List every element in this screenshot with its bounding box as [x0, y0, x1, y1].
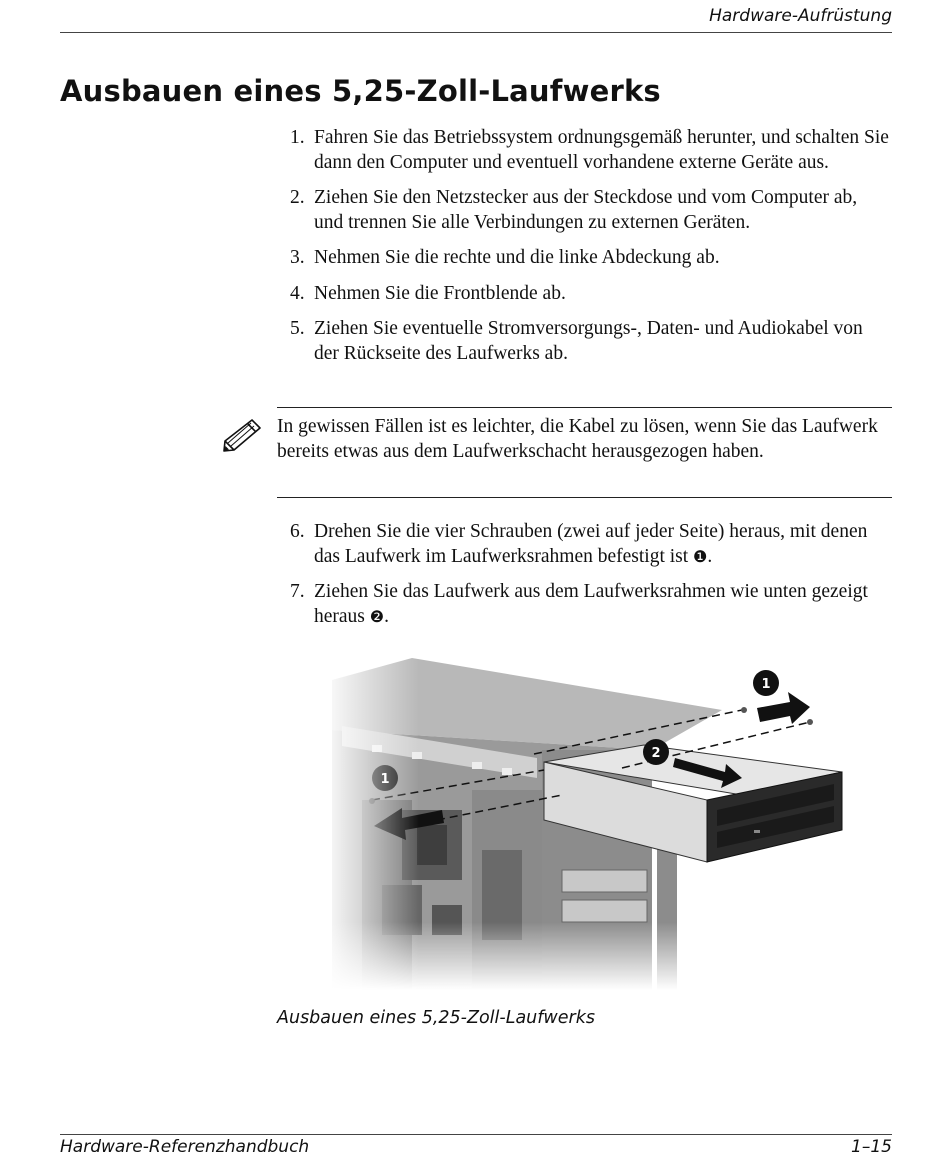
step-text: Ziehen Sie den Netzstecker aus der Steckdose und vom Computer ab, und trennen Sie alle Verbindungen zu externen Geräten. [314, 187, 858, 233]
step-number: 7. [290, 581, 305, 602]
step-number: 1. [290, 127, 305, 148]
pencil-note-icon [218, 416, 264, 452]
step-number: 4. [290, 282, 305, 304]
header-rule [60, 32, 892, 33]
step-item [290, 282, 890, 307]
drive-removal-illustration [322, 650, 862, 990]
callout-marker: ❷ [369, 606, 385, 626]
step-number: 6. [290, 521, 305, 542]
step-text: Ziehen Sie eventuelle Stromversorgungs-, Daten- und Audiokabel von der Rückseite des Laufwerks ab. [314, 318, 863, 364]
step-end: . [384, 605, 389, 627]
step-text: Nehmen Sie die Frontblende ab. [314, 282, 566, 304]
step-number: 5. [290, 318, 305, 339]
step-text: Fahren Sie das Betriebssystem ordnungsgemäß herunter, und schalten Sie dann den Computer und eventuell vorhandene externe Geräte aus. [314, 127, 889, 173]
figure-caption: Ausbauen eines 5,25-Zoll-Laufwerks [277, 1008, 595, 1028]
footer-page-number: 1–15 [851, 1137, 892, 1157]
step-item [290, 246, 890, 271]
footer-book-title: Hardware-Referenzhandbuch [60, 1137, 310, 1157]
running-header: Hardware-Aufrüstung [709, 6, 892, 26]
step-item [290, 580, 890, 629]
steps-list-part2 [290, 520, 890, 640]
step-number: 3. [290, 247, 305, 268]
page-title: Ausbauen eines 5,25-Zoll-Laufwerks [60, 74, 661, 108]
step-item [290, 126, 890, 175]
callout-marker: ❶ [693, 546, 708, 566]
note-text: In gewissen Fällen ist es leichter, die Kabel zu lösen, wenn Sie das Laufwerk bereits etwas aus dem Laufwerkschacht herausgezogen haben. [277, 416, 878, 462]
footer-rule [60, 1134, 892, 1135]
step-text: Ziehen Sie das Laufwerk aus dem Laufwerksrahmen wie unten gezeigt heraus [314, 581, 868, 627]
step-text: Drehen Sie die vier Schrauben (zwei auf jeder Seite) heraus, mit denen das Laufwerk im Laufwerksrahmen befestigt ist [314, 521, 868, 567]
note-top-rule [277, 407, 892, 408]
steps-list-part1 [290, 126, 890, 377]
step-item [290, 186, 890, 235]
note-bottom-rule [277, 497, 892, 498]
step-item [290, 520, 890, 569]
step-item [290, 317, 890, 366]
step-end: . [707, 545, 713, 567]
step-text: Nehmen Sie die rechte und die linke Abdeckung ab. [314, 247, 720, 268]
step-number: 2. [290, 187, 305, 208]
